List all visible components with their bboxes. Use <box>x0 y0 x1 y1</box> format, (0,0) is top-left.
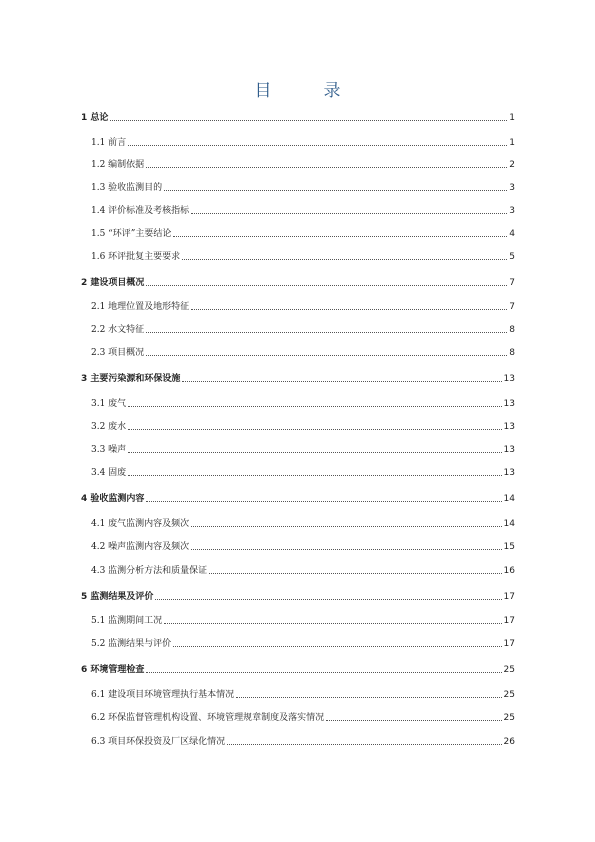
toc-entry[interactable] <box>81 110 515 124</box>
toc-entry[interactable] <box>91 613 515 627</box>
toc-entry-label: 6.1 建设项目环境管理执行基本情况 <box>91 690 235 700</box>
toc-entry-label: 1.4 评价标准及考核指标 <box>91 206 190 216</box>
toc-entry-page: 16 <box>503 566 515 576</box>
toc-entry[interactable] <box>91 180 515 194</box>
toc-entry[interactable] <box>91 396 515 410</box>
toc-entry[interactable] <box>81 371 515 385</box>
dot-leader <box>146 501 501 502</box>
toc-entry[interactable] <box>91 419 515 433</box>
toc-entry-label: 3 主要污染源和环保设施 <box>81 374 181 384</box>
toc-entry-page: 7 <box>509 278 515 288</box>
dot-leader <box>191 213 507 214</box>
toc-entry[interactable] <box>81 275 515 289</box>
toc-entry-page: 25 <box>503 665 515 675</box>
dot-leader <box>164 623 501 624</box>
dot-leader <box>182 259 507 260</box>
toc-entry-label: 1.5 “环评”主要结论 <box>91 229 172 239</box>
toc-entry-page: 3 <box>509 206 515 216</box>
dot-leader <box>182 381 501 382</box>
toc-entry-label: 5.1 监测期间工况 <box>91 616 163 626</box>
dot-leader <box>173 646 501 647</box>
toc-entry[interactable] <box>91 442 515 456</box>
toc-entry[interactable] <box>91 249 515 263</box>
toc-title <box>0 76 595 101</box>
toc-entry-label: 6.3 项目环保投资及厂区绿化情况 <box>91 737 226 747</box>
toc-entry-label: 3.1 废气 <box>91 399 127 409</box>
toc-entry-page: 7 <box>509 302 515 312</box>
toc-entry[interactable] <box>91 710 515 724</box>
toc-entry-label: 6 环境管理检查 <box>81 665 145 675</box>
toc-entry-label: 2.3 项目概况 <box>91 348 145 358</box>
toc-title-char-2: 录 <box>323 81 341 101</box>
dot-leader <box>128 429 501 430</box>
toc-entry-page: 14 <box>503 494 515 504</box>
dot-leader <box>128 475 501 476</box>
toc-entry[interactable] <box>91 345 515 359</box>
toc-entry-page: 25 <box>503 690 515 700</box>
dot-leader <box>326 720 501 721</box>
toc-entry-page: 1 <box>509 138 515 148</box>
toc-entry[interactable] <box>91 157 515 171</box>
toc-entry-label: 4.1 废气监测内容及频次 <box>91 519 190 529</box>
toc-entry-page: 1 <box>509 113 515 123</box>
toc-entry[interactable] <box>91 299 515 313</box>
dot-leader <box>191 549 501 550</box>
toc-entry-page: 25 <box>503 713 515 723</box>
dot-leader <box>227 744 501 745</box>
toc-entry-page: 26 <box>503 737 515 747</box>
dot-leader <box>128 452 501 453</box>
dot-leader <box>146 332 507 333</box>
dot-leader <box>146 672 501 673</box>
dot-leader <box>110 120 507 121</box>
dot-leader <box>155 599 501 600</box>
toc-entry-label: 2.2 水文特征 <box>91 325 145 335</box>
dot-leader <box>209 573 501 574</box>
dot-leader <box>164 190 507 191</box>
toc-entry-page: 17 <box>503 639 515 649</box>
toc-entry-label: 1.1 前言 <box>91 138 127 148</box>
toc-entry[interactable] <box>91 226 515 240</box>
toc-entry[interactable] <box>91 465 515 479</box>
toc-entry-label: 3.2 废水 <box>91 422 127 432</box>
toc-entry-page: 13 <box>503 445 515 455</box>
toc-entry-page: 8 <box>509 348 515 358</box>
toc-entry[interactable] <box>81 491 515 505</box>
toc-entry-label: 2 建设项目概况 <box>81 278 145 288</box>
toc-entry[interactable] <box>91 636 515 650</box>
toc-entry-label: 5 监测结果及评价 <box>81 592 154 602</box>
toc-entry-label: 6.2 环保监督管理机构设置、环境管理规章制度及落实情况 <box>91 713 325 723</box>
toc-entry-page: 5 <box>509 252 515 262</box>
dot-leader <box>173 236 507 237</box>
dot-leader <box>146 285 507 286</box>
toc-entry[interactable] <box>91 135 515 149</box>
toc-entry-label: 5.2 监测结果与评价 <box>91 639 172 649</box>
toc-entry-page: 13 <box>503 468 515 478</box>
toc-entry-label: 1 总论 <box>81 113 109 123</box>
toc-entry[interactable] <box>91 539 515 553</box>
toc-entry-page: 17 <box>503 616 515 626</box>
toc-entry[interactable] <box>91 322 515 336</box>
toc-entry-label: 1.2 编制依据 <box>91 160 145 170</box>
toc-entry-page: 13 <box>503 422 515 432</box>
toc-entry[interactable] <box>91 516 515 530</box>
toc-entry-page: 3 <box>509 183 515 193</box>
toc-entry[interactable] <box>91 687 515 701</box>
toc-entry-page: 13 <box>503 374 515 384</box>
toc-entry[interactable] <box>91 734 515 748</box>
toc-entry[interactable] <box>91 563 515 577</box>
toc-entry-page: 17 <box>503 592 515 602</box>
toc-entry-page: 13 <box>503 399 515 409</box>
dot-leader <box>236 697 501 698</box>
toc-entry-page: 8 <box>509 325 515 335</box>
toc-entry-page: 4 <box>509 229 515 239</box>
toc-entry-label: 4.3 监测分析方法和质量保证 <box>91 566 208 576</box>
dot-leader <box>128 406 501 407</box>
toc-entry-label: 1.3 验收监测目的 <box>91 183 163 193</box>
toc-entry[interactable] <box>81 662 515 676</box>
dot-leader <box>146 167 507 168</box>
toc-entry-page: 14 <box>503 519 515 529</box>
toc-entry[interactable] <box>91 203 515 217</box>
dot-leader <box>191 526 501 527</box>
toc-entry-label: 4 验收监测内容 <box>81 494 145 504</box>
toc-entry-label: 1.6 环评批复主要要求 <box>91 252 181 262</box>
toc-entry-page: 15 <box>503 542 515 552</box>
toc-entry[interactable] <box>81 589 515 603</box>
dot-leader <box>128 145 507 146</box>
dot-leader <box>146 355 507 356</box>
toc-title-char-1: 目 <box>254 81 272 101</box>
toc-entry-label: 4.2 噪声监测内容及频次 <box>91 542 190 552</box>
toc-entry-label: 2.1 地理位置及地形特征 <box>91 302 190 312</box>
toc-entry-page: 2 <box>509 160 515 170</box>
dot-leader <box>191 309 507 310</box>
toc-entry-label: 3.4 固废 <box>91 468 127 478</box>
toc-entry-label: 3.3 噪声 <box>91 445 127 455</box>
